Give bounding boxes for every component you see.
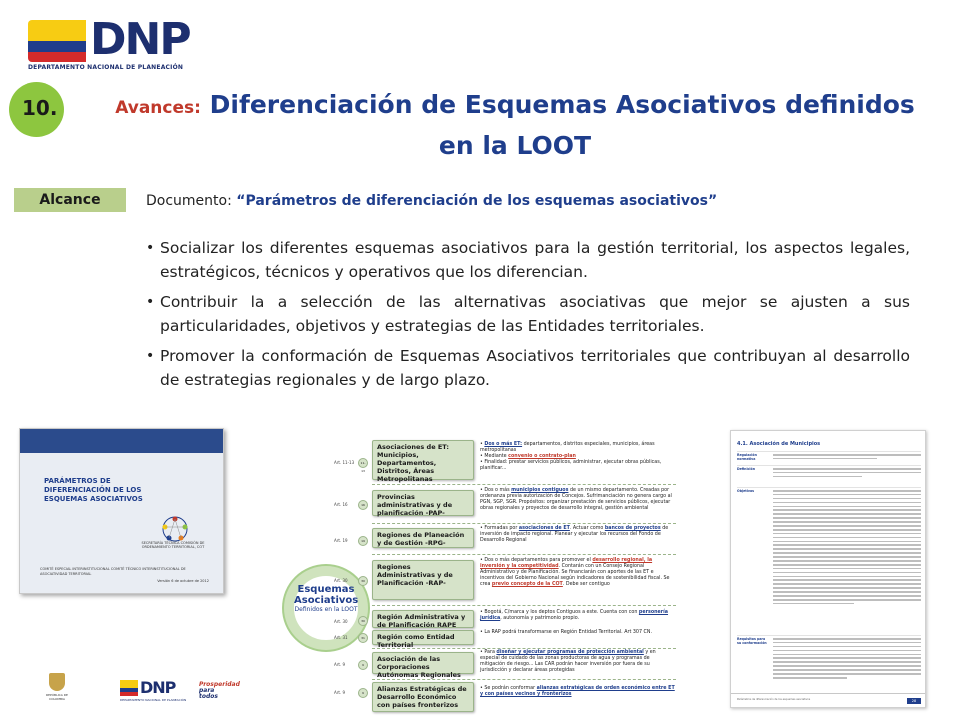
art-label: Art. 19 <box>334 538 348 543</box>
diagram-text: • Formadas por asociaciones de ET. Actuar como bancos de proyectos de inversión de impacto regional. Planear y ejecutar los recursos del Fondo de Desarrollo Regional <box>480 526 669 543</box>
coat-of-arms-icon <box>49 673 65 691</box>
page-row <box>737 635 921 693</box>
page-heading: 4.1. Asociación de Municipios <box>737 441 821 447</box>
art-label: Art. 9 <box>334 662 346 667</box>
cover-footer: COMITÉ ESPECIAL INTERINSTITUCIONAL COMITÉ TÉCNICO INTERINSTITUCIONAL DE ASOCIATIVIDAD TERRITORIAL <box>40 567 186 576</box>
document-page-thumbnail <box>730 430 926 708</box>
diagram-text: • Se podrán conformar alianzas estratégicas de orden económico entre ET y con países vecinos y fronterizos <box>480 686 675 697</box>
divider <box>372 554 676 555</box>
art-circle: 9 <box>358 688 368 698</box>
government-logo <box>42 673 72 707</box>
dnp-footer-text: DNP <box>140 678 176 697</box>
diagram-box: Asociación de las Corporaciones Autónomas Regionales <box>372 652 474 674</box>
logo-subtitle: DEPARTAMENTO NACIONAL DE PLANEACIÓN <box>28 64 184 71</box>
bullet-item: • Contribuir la a selección de las alternativas asociativas que mejor se ajusten a sus particularidades, objetivos y estrategias de las Entidades territoriales. <box>146 290 910 338</box>
cover-badge-text: SECRETARÍA TÉCNICA COMISIÓN DE ORDENAMIENTO TERRITORIAL, COT <box>141 541 205 549</box>
dnp-logo <box>28 14 190 71</box>
text-lines <box>773 638 921 681</box>
diagram-box: Región Administrativa y de Planificación RAPE <box>372 610 474 628</box>
art-label: Art. 9 <box>334 690 346 695</box>
art-circle: 30 <box>358 576 368 586</box>
art-label: Art. 30 <box>334 578 348 583</box>
art-label: Art. 16 <box>334 502 348 507</box>
art-circle: 16 <box>358 500 368 510</box>
divider <box>372 679 676 680</box>
colombia-flag-icon <box>28 20 86 62</box>
slide-title <box>100 86 930 165</box>
title-prefix: Avances: <box>115 98 201 118</box>
slide-number: 10. <box>22 96 58 120</box>
cover-header-bar <box>20 429 223 453</box>
art-label: Art. 30 <box>334 619 348 624</box>
dnp-footer-subtitle: DEPARTAMENTO NACIONAL DE PLANEACIÓN <box>120 698 187 702</box>
art-circle: 31 <box>358 633 368 643</box>
page-footer-text: Parámetros de diferenciación de los esquemas asociativos <box>737 698 811 701</box>
art-label: Art. 31 <box>334 635 348 640</box>
art-circle: 9 <box>358 660 368 670</box>
document-cover-thumbnail <box>19 428 224 594</box>
text-lines <box>773 454 921 462</box>
divider <box>372 484 676 485</box>
art-label: Art. 11-13 <box>334 460 355 465</box>
page-footer <box>731 693 925 707</box>
diagram-text: • Dos o más ET: departamentos, distritos especiales, municipios, áreas metropolitanas • Mediante convenio o contrato-plan • Finalidad: prestar servicios públicos, administrar, ejecutar obras públicas, planificar... <box>480 442 662 471</box>
page-row-label: Requisitos para su conformación <box>737 637 767 645</box>
center-subtitle: Definidos en la LOOT <box>294 606 358 613</box>
bullet-item: • Socializar los diferentes esquemas asociativos para la gestión territorial, los aspectos legales, estratégicos, técnicos y operativos que los diferencian. <box>146 236 910 284</box>
diagram-box: Provincias administrativas y de planificación -PAP- <box>372 490 474 516</box>
diagram-box: Asociaciones de ET: Municipios, Departamentos, Distritos, Áreas Metropolitanas <box>372 440 474 480</box>
diagram-box: Regiones de Planeación y de Gestión -RPG- <box>372 528 474 548</box>
diagram-box: Región como Entidad Territorial <box>372 630 474 645</box>
center-bubble <box>284 566 368 650</box>
divider <box>372 648 676 649</box>
art-circle: 30 <box>358 616 368 626</box>
page-row-label: Definición <box>737 467 755 471</box>
bullet-item: • Promover la conformación de Esquemas Asociativos territoriales que contribuyan al desarrollo de estrategias regionales y de largo plazo. <box>146 344 910 392</box>
alcance-tag: Alcance <box>14 188 126 212</box>
page-row-label: Objetivos <box>737 489 755 493</box>
esquemas-diagram <box>284 430 704 715</box>
gov-logo-text: REPÚBLICA DE COLOMBIA <box>46 693 68 701</box>
center-title: Esquemas Asociativos <box>294 584 359 606</box>
prosperidad-text-1: Prosperidad <box>199 681 240 688</box>
cover-date: Versión 6 de octubre de 2012 <box>157 579 209 583</box>
prosperidad-text-2: para todos <box>199 687 218 700</box>
art-circle: 11-13 <box>358 458 368 468</box>
page-row <box>737 465 921 487</box>
diagram-text: • Dos o más departamentos para promover el desarrollo regional, la inversión y la competitividad. Contarán con un Consejo Regional Administrativo y de Planificación. Se financiarán con aportes de las ET e incentivos del Gobierno Nacional según indicadores de sostenibilidad fiscal. Se crea previo concepto de la COT. Debe ser contiguo <box>480 558 670 587</box>
page-number: 28 <box>907 698 921 704</box>
document-title: “Parámetros de diferenciación de los esquemas asociativos” <box>236 193 718 209</box>
cover-title: PARÁMETROS DE DIFERENCIACIÓN DE LOS ESQUEMAS ASOCIATIVOS <box>44 477 143 503</box>
diagram-text: • Bogotá, C/marca y los deptos Contiguos a este. Cuenta con con personería jurídica, autonomía y patrimonio propio. <box>480 610 669 621</box>
diagram-text: • Para diseñar y ejecutar programas de protección ambiental y en especial de cuidado de las zonas productoras de agua y programas de mitigación de riesgo... Las CAR podrán hacer inversión por fuera de su jurisdicción y declarar áreas protegidas <box>480 650 656 673</box>
logo-text: DNP <box>90 14 190 65</box>
dnp-footer-logo <box>120 678 187 704</box>
diagram-text: • Dos o más municipios contiguos de un mismo departamento. Creadas por ordenanza previa autorización de Concejos. Sufrimanciación no genera cargo al PGN, SGP, SGR. Propósitos: organizar prestación de servicios públicos, ejecutar obras regionales y proyectos de desarrollo integral, gestión ambiental <box>480 488 672 511</box>
colombia-flag-icon <box>120 680 138 696</box>
cot-network-icon <box>146 513 204 557</box>
page-row-label: Regulación normativa <box>737 453 757 461</box>
diagram-text: • La RAP podrá transformarse en Región Entidad Territorial. Art 307 CN. <box>480 630 653 635</box>
prosperidad-logo <box>199 681 240 704</box>
text-lines <box>773 468 921 480</box>
page-row <box>737 487 921 633</box>
divider <box>372 605 676 606</box>
document-line <box>146 193 717 209</box>
title-main: Diferenciación de Esquemas Asociativos definidos en la LOOT <box>209 90 915 160</box>
text-lines <box>773 490 921 607</box>
diagram-box: Regiones Administrativas y de Planificación -RAP- <box>372 560 474 600</box>
diagram-box: Alianzas Estratégicas de Desarrollo Económico con países fronterizos <box>372 682 474 712</box>
divider <box>372 523 676 524</box>
bullet-list <box>146 236 910 398</box>
art-circle: 19 <box>358 536 368 546</box>
document-prefix: Documento: <box>146 193 232 209</box>
